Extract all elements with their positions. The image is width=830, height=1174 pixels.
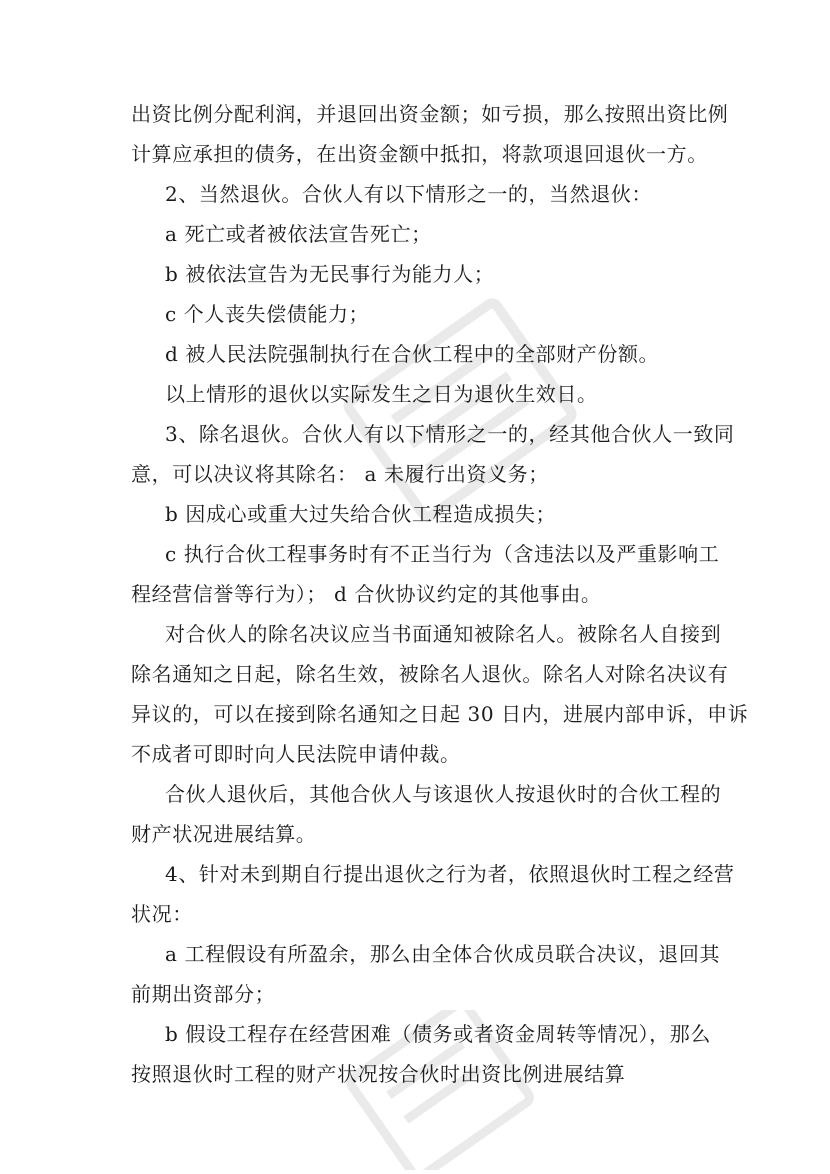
text-line: 按照退伙时工程的财产状况按合伙时出资比例进展结算	[131, 1062, 626, 1086]
text-line: 财产状况进展结算。	[131, 822, 317, 846]
text-line: b 被依法宣告为无民事行为能力人；	[165, 262, 495, 286]
text-line: 意，可以决议将其除名： a 未履行出资义务；	[131, 462, 549, 486]
text-line: 出资比例分配利润，并退回出资金额；如亏损，那么按照出资比例	[131, 102, 729, 126]
text-line: b 假设工程存在经营困难（债务或者资金周转等情况），那么	[165, 1022, 711, 1046]
text-line: c 执行合伙工程事务时有不正当行为（含违法以及严重影响工	[165, 542, 720, 566]
text-line: c 个人丧失偿债能力；	[165, 302, 370, 326]
text-line: a 死亡或者被依法宣告死亡；	[165, 222, 432, 246]
document-body	[131, 94, 749, 1094]
text-line: 异议的，可以在接到除名通知之日起 30 日内，进展内部申诉，申诉	[131, 702, 749, 726]
text-line: 对合伙人的除名决议应当书面通知被除名人。被除名人自接到	[165, 622, 722, 646]
text-line: 以上情形的退伙以实际发生之日为退伙生效日。	[165, 382, 598, 406]
text-line: 程经营信誉等行为）； d 合伙协议约定的其他事由。	[131, 582, 602, 606]
text-line: 计算应承担的债务，在出资金额中抵扣，将款项退回退伙一方。	[131, 142, 708, 166]
text-line: 除名通知之日起，除名生效，被除名人退伙。除名人对除名决议有	[131, 662, 729, 686]
text-line: a 工程假设有所盈余，那么由全体合伙成员联合决议，退回其	[165, 942, 721, 966]
text-line: 2、当然退伙。合伙人有以下情形之一的，当然退伙：	[165, 182, 653, 206]
text-line: b 因成心或重大过失给合伙工程造成损失；	[165, 502, 557, 526]
text-line: 前期出资部分；	[131, 982, 276, 1006]
text-line: 4、针对未到期自行提出退伙之行为者，依照退伙时工程之经营	[165, 862, 735, 886]
text-line: d 被人民法院强制执行在合伙工程中的全部财产份额。	[165, 342, 660, 366]
text-line: 不成者可即时向人民法院申请仲裁。	[131, 742, 461, 766]
text-line: 状况：	[131, 902, 193, 926]
text-line: 合伙人退伙后，其他合伙人与该退伙人按退伙时的合伙工程的	[165, 782, 722, 806]
text-line: 3、除名退伙。合伙人有以下情形之一的，经其他合伙人一致同	[165, 422, 735, 446]
